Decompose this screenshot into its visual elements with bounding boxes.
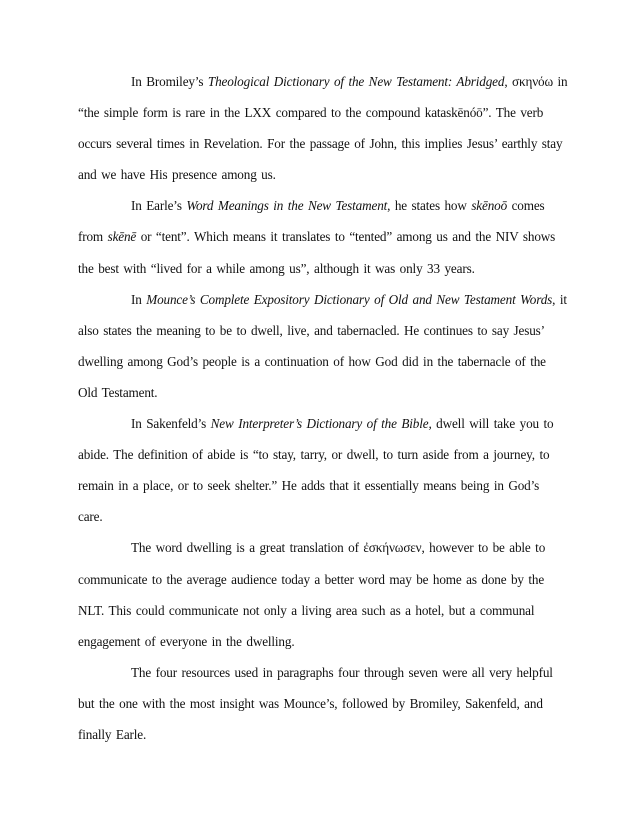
paragraph-resources [78, 657, 568, 750]
transliterated-word: skēnoō [471, 198, 508, 214]
paragraph-run: In Earle’s [131, 198, 187, 214]
paragraph-run: or “tent”. Which means it translates to “tented” among us and the NIV shows the best with “lived for a while among us”, although it was only 33 years. [78, 229, 556, 276]
paragraph-bromiley [78, 66, 568, 190]
book-title: Mounce’s Complete Expository Dictionary of Old and New Testament Words [146, 291, 553, 307]
book-title: Theological Dictionary of the New Testament: Abridged [207, 74, 505, 89]
paragraph-run: , σκηνόω in “the simple form is rare in the LXX compared to the compound kataskēnóō”. The verb occurs several times in Revelation. For the passage of John, this implies Jesus’ earthly stay and we have His presence among us. [78, 74, 568, 183]
paragraph-run: The word dwelling is a great translation of ἐσκήνωσεν, however to be able to communicate to the average audience today a better word may be home as done by the NLT. This could communicate not only a living area such as a hotel, but a communal engagement of everyone in the dwelling. [78, 540, 546, 649]
paragraph-sakenfeld [78, 408, 568, 532]
paragraph-run: dwell will take you to abide. The definition of abide is “to stay, tarry, or dwell, to turn aside from a journey, to remain in a place, or to seek shelter.” He adds that it essentially means being in God’s care. [78, 416, 554, 525]
paragraph-dwelling [78, 532, 568, 656]
paragraph-run: The four resources used in paragraphs four through seven were all very helpful but the one with the most insight was Mounce’s, followed by Bromiley, Sakenfeld, and finally Earle. [78, 664, 553, 742]
paragraph-run: comes from [78, 198, 545, 245]
paragraph-earle [78, 190, 568, 283]
transliterated-word: skēnē [107, 229, 137, 245]
paragraph-run: , he states how [387, 198, 472, 214]
paragraph-mounce [78, 284, 568, 408]
paragraph-run: In Sakenfeld’s [131, 416, 211, 432]
document-body [78, 66, 568, 750]
paragraph-run: , it also states the meaning to be to dwell, live, and tabernacled. He continues to say Jesus’ dwelling among God’s people is a continuation of how God did in the tabernacle of the Old Testament. [78, 291, 567, 400]
paragraph-run: In Bromiley’s [131, 74, 208, 89]
paragraph-run: In [131, 291, 147, 307]
book-title: Word Meanings in the New Testament [186, 198, 388, 214]
book-title: New Interpreter’s Dictionary of the Bible, [210, 416, 432, 432]
